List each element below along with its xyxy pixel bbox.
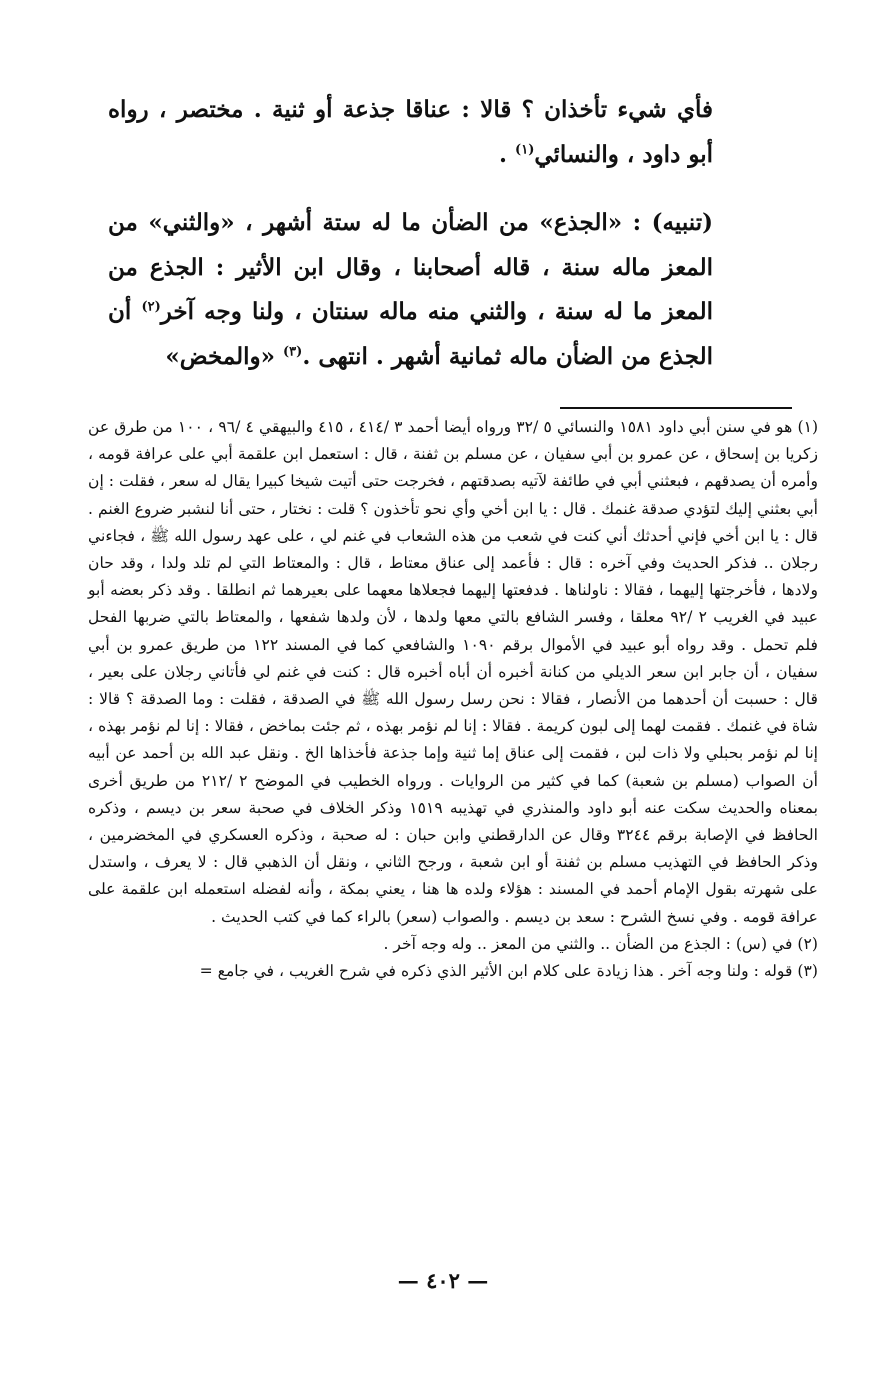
footnote-3-text: قوله : ولنا وجه آخر . هذا زيادة على كلام ابن الأثير الذي ذكره في شرح الغريب ، في جامع = bbox=[199, 962, 793, 981]
main-paragraph-2 bbox=[108, 201, 713, 379]
footnote-1 bbox=[88, 414, 818, 931]
footnote-2 bbox=[88, 931, 818, 958]
footnote-2-text: في (س) : الجذع من الضأن .. والثني من المعز .. وله وجه آخر . bbox=[383, 934, 793, 953]
footnote-separator bbox=[560, 407, 792, 409]
footnote-1-number: (١) bbox=[797, 418, 819, 436]
main-paragraph-1-text: فأي شيء تأخذان ؟ قالا : عناقا جذعة أو ثنية . مختصر ، رواه أبو داود ، والنسائي bbox=[108, 96, 713, 168]
footnote-ref-1: (١) bbox=[515, 141, 535, 157]
footnote-1-text: هو في سنن أبي داود ١٥٨١ والنسائي ٥ /٣٢ ورواه أيضا أحمد ٣ /٤١٤ ، ٤١٥ والبيهقي ٤ /٩٦ ، ١٠٠ من طرق عن زكريا بن إسحاق ، عن عمرو بن أبي سفيان ، عن مسلم بن ثفنة ، قال : استعمل ابن علقمة أبي على عرافة قومه ، وأمره أن يصدقهم ، فبعثني أبي في طائفة لآتيه بصدقتهم ، فخرجت حتى أتيت شيخا كبيرا يقال له سعر ، فقلت : إن أبي بعثني إليك لتؤدي صدقة غنمك . قال : يا ابن أخي وأي نحو تأخذون ؟ قلت : نختار ، حتى أنا لنشبر ضروع الغنم . قال : يا ابن أخي فإني أحدثك أني كنت في شعب من هذه الشعاب في غنم لي ، على عهد رسول الله ﷺ ، فجاءني رجلان .. فذكر الحديث وفي آخره : قال : فأعمد إلى عناق معتاط ، قال : والمعتاط التي لم تلد ولدا ، وقد حان ولادها ، فأخرجتها إليهما ، فقالا : ناولناها . فدفعتها إليهما فجعلاها معهما على بعيرهما ثم انطلقا . وقد ذكر بعضه أبو عبيد في الغريب ٢ /٩٢ معلقا ، وفسر الشافع بالتي معها ولدها ، لأن ولدها شفعها ، والمعتاط بالتي ضربها الفحل فلم تحمل . وقد رواه أبو عبيد في الأموال برقم ١٠٩٠ والشافعي كما في المسند ١٢٢ من طريق عمرو بن أبي سفيان ، أن جابر ابن سعر الديلي من كنانة أخبره أن أباه أخبره قال : كنت في غنم لي فأتاني رجلان على بعير ، قال : حسبت أن أحدهما من الأنصار ، فقالا : نحن رسل رسول الله ﷺ في الصدقة ، فقلت : وما الصدقة ؟ قالا : شاة في غنمك . فقمت لهما إلى لبون كريمة . فقالا : إنا لم نؤمر بهذه ، ثم جئت بماخض ، فقالا : إنا لم نؤمر بهذه ، إنا لم نؤمر بحبلي ولا ذات لبن ، فقمت إلى عناق إما ثنية وإما جذعة فأخذاها الخ . ونقل عبد الله بن أحمد عن أبيه أن الصواب (مسلم بن شعبة) كما في كثير من الروايات . ورواه الخطيب في الموضح ٢ /٢١٢ من طريق أخرى بمعناه والحديث سكت عنه أبو داود والمنذري في تهذيبه ١٥١٩ وذكر الخلاف في صحبة سعر بن ديسم ، وذكره الحافظ في الإصابة برقم ٣٢٤٤ وقال عن الدارقطني وابن حبان : له صحبة ، وذكره العسكري في المخضرمين ، وذكر الحافظ في التهذيب مسلم بن ثفنة أو ابن شعبة ، ورجح الثاني ، ونقل أن الذهبي قال : لا يعرف ، واستدل على شهرته بقول الإمام أحمد في المسند : هؤلاء ولده ها هنا ، يعني بمكة ، وأنه لفضله استعمله ابن علقمة على عرافة قومه . وفي نسخ الشرح : سعد بن ديسم . والصواب (سعر) بالراء كما في كتب الحديث . bbox=[88, 418, 819, 926]
main-text bbox=[108, 88, 713, 379]
footnote-ref-2: (٢) bbox=[141, 299, 161, 315]
footnote-ref-3: (٣) bbox=[283, 343, 303, 359]
main-paragraph-2-middle: أن الجذع من الضأن ماله ثمانية أشهر . انتهى . bbox=[108, 298, 713, 370]
footnotes bbox=[88, 414, 818, 985]
footnote-3 bbox=[88, 958, 818, 985]
main-paragraph-2-end: «والمخض» bbox=[165, 342, 284, 370]
main-paragraph-1 bbox=[108, 88, 713, 177]
main-paragraph-2-text: (تنبيه) : «الجذع» من الضأن ما له ستة أشهر ، «والثني» من المعز ماله سنة ، قاله أصحابنا ، وقال ابن الأثير : الجذع من المعز ما له سنة ، والثني منه ماله سنتان ، ولنا وجه آخر bbox=[108, 209, 713, 325]
footnote-2-number: (٢) bbox=[797, 934, 818, 953]
page-number: — ٤٠٢ — bbox=[397, 1268, 489, 1293]
main-paragraph-1-end: . bbox=[499, 140, 516, 168]
footnote-3-number: (٣) bbox=[797, 962, 818, 981]
